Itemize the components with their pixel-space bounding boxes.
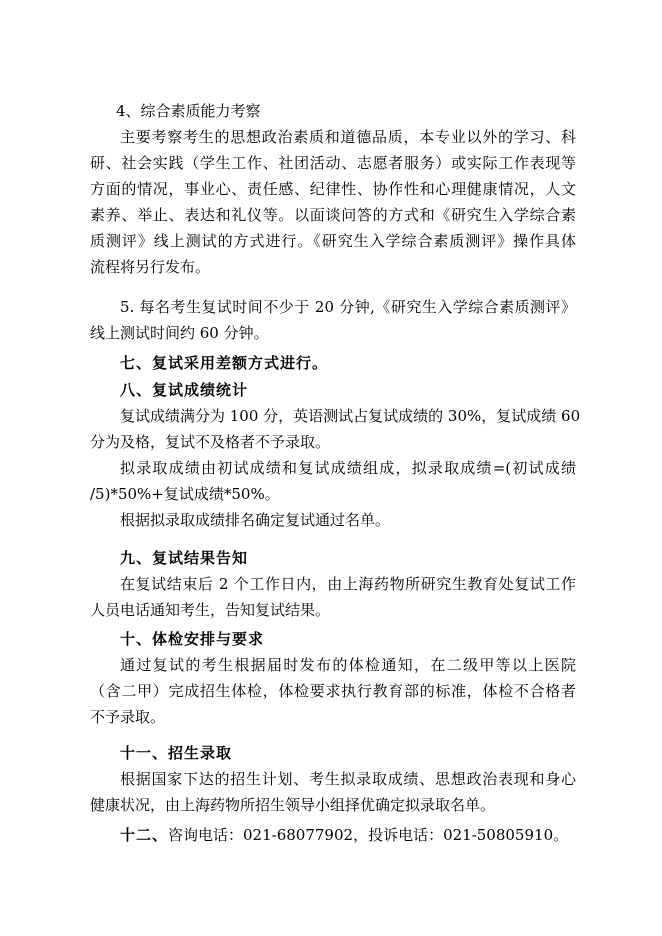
section-11-line: 健康状况，由上海药物所招生领导小组择优确定拟录取名单。 bbox=[90, 796, 496, 814]
section-5 bbox=[90, 294, 576, 346]
section-4-line: 质测评》线上测试的方式进行。《研究生入学综合素质测评》操作具体 bbox=[90, 232, 576, 250]
heading-12: 十二、 bbox=[120, 826, 169, 844]
heading-9: 九、复试结果告知 bbox=[120, 549, 249, 567]
section-4-line: 主要考察考生的思想政治素质和道德品质，本专业以外的学习、科 bbox=[120, 128, 576, 146]
section-4-line: 方面的情况，事业心、责任感、纪律性、协作性和心理健康情况，人文 bbox=[90, 180, 576, 198]
section-10-line: 通过复试的考生根据届时发布的体检通知，在二级甲等以上医院 bbox=[120, 656, 576, 674]
contact-line bbox=[90, 822, 576, 848]
heading-8: 八、复试成绩统计 bbox=[120, 381, 249, 399]
section-8-line: /5)*50%+复试成绩*50%。 bbox=[90, 485, 280, 503]
section-10 bbox=[90, 626, 576, 730]
contact-info: 咨询电话：021-68077902，投诉电话：021-50805910。 bbox=[168, 826, 569, 844]
section-4-line: 素养、举止、表达和礼仪等。以面谈问答的方式和《研究生入学综合素 bbox=[90, 206, 576, 224]
section-8-line: 复试成绩满分为 100 分，英语测试占复试成绩的 30%，复试成绩 60 bbox=[120, 407, 581, 425]
section-5-line: 5. 每名考生复试时间不少于 20 分钟,《研究生入学综合素质测评》 bbox=[120, 298, 576, 316]
section-10-line: （含二甲）完成招生体检，体检要求执行教育部的标准，体检不合格者 bbox=[90, 682, 576, 700]
section-4-title: 4、综合素质能力考察 bbox=[116, 102, 261, 120]
heading-11: 十一、招生录取 bbox=[120, 744, 233, 762]
section-8-line: 分为及格，复试不及格者不予录取。 bbox=[90, 433, 331, 451]
section-11-line: 根据国家下达的招生计划、考生拟录取成绩、思想政治表现和身心 bbox=[120, 770, 576, 788]
section-9-line: 在复试结束后 2 个工作日内，由上海药物所研究生教育处复试工作 bbox=[120, 575, 576, 593]
heading-7: 七、复试采用差额方式进行。 bbox=[120, 354, 329, 372]
section-5-line: 线上测试时间约 60 分钟。 bbox=[90, 324, 269, 342]
heading-10: 十、体检安排与要求 bbox=[120, 630, 265, 648]
section-8 bbox=[90, 377, 581, 533]
section-7 bbox=[90, 350, 576, 376]
section-12 bbox=[90, 822, 576, 848]
section-11 bbox=[90, 740, 576, 818]
section-8-line: 拟录取成绩由初试成绩和复试成绩组成，拟录取成绩=(初试成绩 bbox=[120, 459, 576, 477]
section-4-line: 流程将另行发布。 bbox=[90, 258, 211, 276]
section-4 bbox=[90, 98, 576, 280]
section-4-line: 研、社会实践（学生工作、社团活动、志愿者服务）或实际工作表现等 bbox=[90, 154, 576, 172]
section-9 bbox=[90, 545, 576, 623]
section-9-line: 人员电话通知考生，告知复试结果。 bbox=[90, 601, 331, 619]
section-10-line: 不予录取。 bbox=[90, 708, 166, 726]
section-8-line: 根据拟录取成绩排名确定复试通过名单。 bbox=[120, 511, 391, 529]
